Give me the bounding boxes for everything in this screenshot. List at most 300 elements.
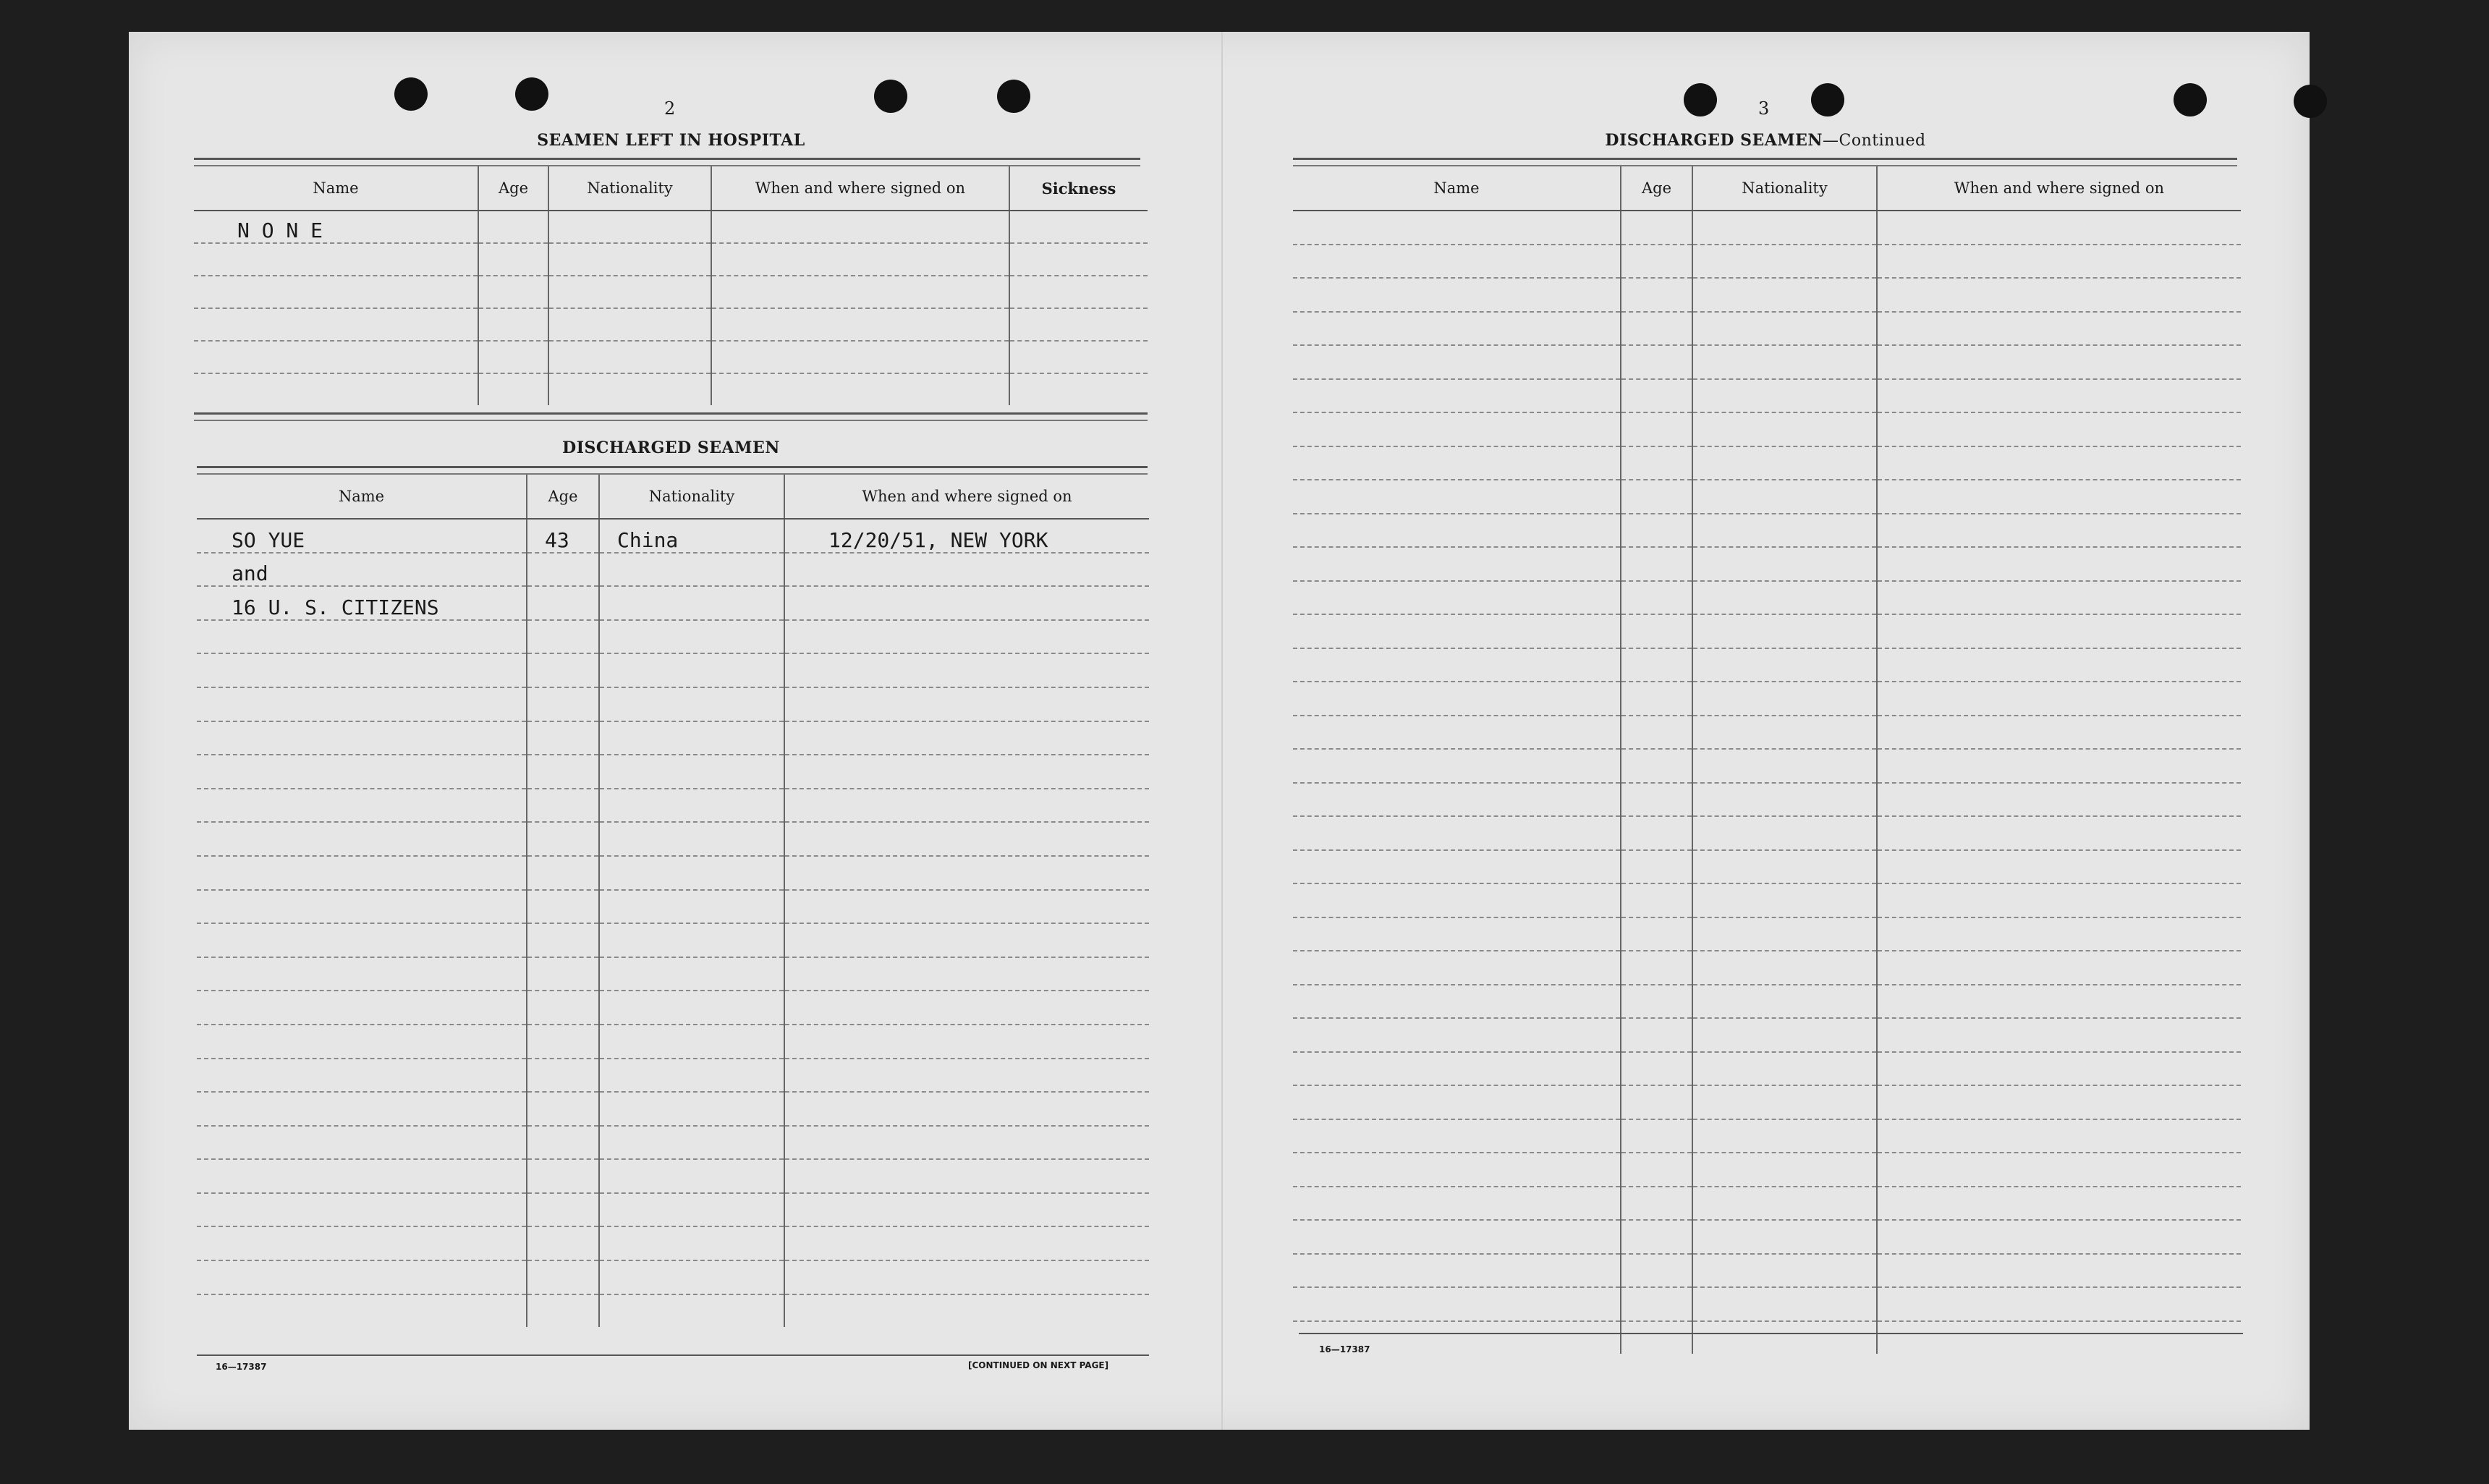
hospital-bottom-rule: [194, 412, 1148, 421]
table-cell: China: [599, 519, 784, 553]
table-row: [197, 1193, 1149, 1227]
table-cell: [1877, 1052, 2241, 1086]
table-row: [194, 276, 1148, 308]
table-cell: [1877, 412, 2241, 446]
table-cell: [1293, 1085, 1621, 1119]
table-cell: [1293, 345, 1621, 379]
table-cell: 43: [527, 519, 599, 553]
table-cell: [1621, 1220, 1692, 1254]
table-row: [1293, 749, 2241, 783]
table-cell: [1621, 379, 1692, 413]
table-cell: [1877, 614, 2241, 648]
table-cell: [599, 1226, 784, 1260]
table-row: [1293, 1254, 2241, 1288]
table-cell: [784, 1059, 1149, 1093]
table-cell: [1621, 985, 1692, 1019]
table-cell: [1692, 917, 1877, 951]
table-cell: [1621, 1287, 1692, 1321]
table-row: [1293, 379, 2241, 413]
table-cell: [1621, 446, 1692, 480]
table-cell: [1692, 1187, 1877, 1221]
table-cell: [527, 586, 599, 620]
table-cell: [1293, 581, 1621, 615]
table-cell: SO YUE: [197, 519, 527, 553]
table-cell: [1877, 951, 2241, 985]
table-cell: [1692, 1153, 1877, 1187]
table-cell: [711, 211, 1009, 243]
table-cell: [527, 991, 599, 1025]
table-cell: [1009, 243, 1148, 276]
table-row: [1293, 1220, 2241, 1254]
table-row: [1293, 951, 2241, 985]
table-cell: [527, 789, 599, 823]
table-cell: [599, 586, 784, 620]
table-cell: [1692, 1321, 1877, 1354]
table-cell: [548, 211, 711, 243]
table-cell: [1692, 716, 1877, 750]
table-cell: [1293, 648, 1621, 682]
table-row: [1293, 917, 2241, 951]
table-cell: [1877, 547, 2241, 581]
table-row: [197, 721, 1149, 755]
col-header-name: Name: [1293, 166, 1621, 211]
table-cell: [527, 822, 599, 856]
table-cell: [1692, 1018, 1877, 1052]
table-row: [1293, 312, 2241, 346]
table-cell: [527, 1059, 599, 1093]
table-cell: [784, 721, 1149, 755]
table-row: [1293, 514, 2241, 548]
table-cell: [527, 856, 599, 890]
punch-hole: [997, 80, 1030, 113]
table-cell: [1692, 412, 1877, 446]
table-cell: [197, 957, 527, 991]
table-cell: [1692, 783, 1877, 817]
table-cell: [599, 1260, 784, 1294]
hospital-header-row: [194, 166, 1148, 211]
table-row: [1293, 1153, 2241, 1187]
table-cell: [1621, 412, 1692, 446]
table-cell: [1293, 1018, 1621, 1052]
table-cell: [1621, 1153, 1692, 1187]
table-cell: [1621, 245, 1692, 279]
table-row: [1293, 1119, 2241, 1153]
table-cell: [527, 1294, 599, 1328]
table-cell: [1293, 1187, 1621, 1221]
table-cell: [1877, 278, 2241, 312]
table-cell: [1293, 312, 1621, 346]
table-cell: [599, 789, 784, 823]
table-cell: [711, 276, 1009, 308]
table-cell: [784, 586, 1149, 620]
table-cell: [1877, 648, 2241, 682]
table-cell: [1692, 547, 1877, 581]
table-row: [197, 822, 1149, 856]
table-cell: [478, 308, 548, 341]
table-cell: [527, 957, 599, 991]
table-cell: [784, 1025, 1149, 1059]
table-cell: [1877, 1321, 2241, 1354]
table-cell: [1877, 211, 2241, 245]
table-cell: [1293, 850, 1621, 884]
continued-title-text: DISCHARGED SEAMEN: [1605, 131, 1823, 150]
discharged-table: [197, 475, 1149, 1327]
continued-table: [1293, 166, 2241, 1354]
table-row: [1293, 1187, 2241, 1221]
table-row: [1293, 245, 2241, 279]
table-cell: [1621, 211, 1692, 245]
table-cell: [1621, 1119, 1692, 1153]
table-cell: [1877, 716, 2241, 750]
table-cell: [1293, 1153, 1621, 1187]
table-cell: [599, 687, 784, 721]
table-row: [1293, 211, 2241, 245]
table-cell: [599, 1092, 784, 1126]
table-cell: [527, 1260, 599, 1294]
table-cell: [1692, 985, 1877, 1019]
table-cell: [1692, 614, 1877, 648]
table-row: [197, 1025, 1149, 1059]
table-row: [197, 890, 1149, 924]
table-cell: [197, 1294, 527, 1328]
table-cell: [1877, 783, 2241, 817]
table-row: [194, 211, 1148, 243]
table-cell: [711, 373, 1009, 405]
table-cell: [1692, 1085, 1877, 1119]
table-cell: [1692, 1254, 1877, 1288]
table-row: [1293, 850, 2241, 884]
table-cell: [1621, 312, 1692, 346]
table-cell: [548, 276, 711, 308]
table-cell: [548, 373, 711, 405]
table-cell: [1293, 1052, 1621, 1086]
discharged-section-title: DISCHARGED SEAMEN: [562, 438, 780, 457]
table-cell: [1877, 379, 2241, 413]
table-cell: [527, 890, 599, 924]
table-cell: [1692, 480, 1877, 514]
table-cell: [197, 1025, 527, 1059]
table-cell: [599, 653, 784, 687]
table-row: [1293, 883, 2241, 917]
continued-top-rule: [1293, 158, 2237, 166]
form-code-left: 16—17387: [216, 1362, 267, 1372]
table-cell: [1293, 245, 1621, 279]
table-cell: [1692, 345, 1877, 379]
table-cell: [197, 923, 527, 957]
table-cell: [784, 822, 1149, 856]
table-cell: [1877, 682, 2241, 716]
continued-header-row: [1293, 166, 2241, 211]
table-cell: [784, 653, 1149, 687]
page-number-right: 3: [1758, 98, 1770, 119]
table-row: [1293, 985, 2241, 1019]
table-cell: [197, 1092, 527, 1126]
table-cell: [194, 308, 478, 341]
table-cell: [1621, 1085, 1692, 1119]
table-row: [1293, 682, 2241, 716]
table-cell: [784, 620, 1149, 654]
table-cell: [1692, 1119, 1877, 1153]
table-cell: [784, 687, 1149, 721]
punch-hole: [1684, 83, 1717, 116]
table-cell: [1621, 1052, 1692, 1086]
col-header-sickness: Sickness: [1009, 166, 1148, 211]
table-cell: [197, 687, 527, 721]
table-row: [197, 789, 1149, 823]
table-row: [1293, 345, 2241, 379]
table-cell: [197, 755, 527, 789]
form-code-right: 16—17387: [1319, 1344, 1370, 1354]
table-cell: [548, 243, 711, 276]
table-cell: [1877, 985, 2241, 1019]
continued-bottom-rule: [1299, 1333, 2243, 1334]
table-cell: [1009, 341, 1148, 373]
table-cell: [197, 1226, 527, 1260]
table-cell: [1621, 783, 1692, 817]
table-cell: [1621, 514, 1692, 548]
table-cell: [784, 923, 1149, 957]
table-row: [197, 856, 1149, 890]
table-row: [197, 586, 1149, 620]
continued-note: [CONTINUED ON NEXT PAGE]: [968, 1360, 1109, 1370]
table-cell: [1692, 211, 1877, 245]
table-cell: [1009, 308, 1148, 341]
table-cell: [1621, 278, 1692, 312]
col-header-age: Age: [478, 166, 548, 211]
table-cell: [1877, 1119, 2241, 1153]
table-cell: [1621, 850, 1692, 884]
table-row: [1293, 783, 2241, 817]
table-cell: [599, 1159, 784, 1193]
table-cell: [599, 553, 784, 587]
table-cell: [197, 856, 527, 890]
table-row: [197, 620, 1149, 654]
table-row: [1293, 278, 2241, 312]
table-row: [1293, 1321, 2241, 1354]
table-cell: [1877, 345, 2241, 379]
table-cell: [1692, 682, 1877, 716]
table-cell: [194, 341, 478, 373]
table-cell: [1621, 883, 1692, 917]
table-row: [1293, 581, 2241, 615]
table-cell: [784, 856, 1149, 890]
table-cell: [1877, 514, 2241, 548]
table-cell: [784, 890, 1149, 924]
table-row: [1293, 614, 2241, 648]
discharged-bottom-rule: [197, 1354, 1149, 1356]
table-cell: [1293, 951, 1621, 985]
table-cell: [1621, 345, 1692, 379]
table-row: [1293, 412, 2241, 446]
table-cell: [527, 1025, 599, 1059]
hospital-section-title: SEAMEN LEFT IN HOSPITAL: [537, 131, 805, 150]
table-cell: [784, 991, 1149, 1025]
table-cell: [197, 1260, 527, 1294]
table-cell: [1877, 1085, 2241, 1119]
table-cell: [1293, 480, 1621, 514]
punch-hole: [2174, 83, 2207, 116]
center-fold: [1221, 32, 1223, 1430]
table-cell: [711, 308, 1009, 341]
table-cell: 12/20/51, NEW YORK: [784, 519, 1149, 553]
table-cell: [548, 308, 711, 341]
table-cell: [1293, 749, 1621, 783]
hospital-table: [194, 166, 1148, 405]
table-cell: [1621, 716, 1692, 750]
table-cell: [1692, 883, 1877, 917]
table-row: [1293, 480, 2241, 514]
table-cell: [197, 890, 527, 924]
table-row: [197, 553, 1149, 587]
table-cell: [1877, 480, 2241, 514]
table-cell: [1293, 816, 1621, 850]
table-row: [1293, 1052, 2241, 1086]
table-cell: [527, 923, 599, 957]
table-cell: [1621, 1187, 1692, 1221]
table-cell: [1877, 883, 2241, 917]
table-cell: [599, 991, 784, 1025]
table-cell: [1692, 749, 1877, 783]
table-row: [197, 1092, 1149, 1126]
col-header-age: Age: [527, 475, 599, 519]
table-cell: [478, 373, 548, 405]
table-cell: [599, 822, 784, 856]
table-cell: N O N E: [194, 211, 478, 243]
continued-section-title: [1295, 131, 2236, 150]
table-cell: [527, 1092, 599, 1126]
table-cell: [1293, 278, 1621, 312]
table-cell: [784, 553, 1149, 587]
table-row: [1293, 1287, 2241, 1321]
table-cell: [197, 1059, 527, 1093]
table-cell: [784, 1260, 1149, 1294]
table-cell: [197, 991, 527, 1025]
table-cell: [1621, 1018, 1692, 1052]
table-cell: [1621, 951, 1692, 985]
table-cell: [1877, 1018, 2241, 1052]
col-header-signed-on: When and where signed on: [784, 475, 1149, 519]
col-header-name: Name: [197, 475, 527, 519]
table-cell: [1877, 312, 2241, 346]
table-cell: [527, 1226, 599, 1260]
table-cell: [197, 721, 527, 755]
table-cell: [784, 1294, 1149, 1328]
table-cell: [1692, 312, 1877, 346]
table-cell: [1692, 648, 1877, 682]
punch-hole: [2294, 85, 2327, 118]
table-cell: and: [197, 553, 527, 587]
table-cell: [599, 620, 784, 654]
col-header-nationality: Nationality: [599, 475, 784, 519]
table-row: [194, 308, 1148, 341]
col-header-nationality: Nationality: [548, 166, 711, 211]
table-cell: [1877, 850, 2241, 884]
table-cell: [527, 620, 599, 654]
col-header-signed-on: When and where signed on: [1877, 166, 2241, 211]
table-cell: [1692, 816, 1877, 850]
table-cell: [599, 1025, 784, 1059]
col-header-signed-on: When and where signed on: [711, 166, 1009, 211]
table-cell: [194, 373, 478, 405]
table-row: [197, 519, 1149, 553]
table-cell: [784, 1092, 1149, 1126]
table-row: [1293, 1018, 2241, 1052]
table-cell: [1692, 278, 1877, 312]
table-cell: [1621, 1254, 1692, 1288]
table-cell: [197, 1126, 527, 1160]
table-cell: [1621, 749, 1692, 783]
discharged-header-row: [197, 475, 1149, 519]
table-row: [194, 341, 1148, 373]
table-row: [194, 373, 1148, 405]
table-cell: [197, 822, 527, 856]
table-cell: [527, 1159, 599, 1193]
table-cell: [784, 957, 1149, 991]
table-cell: [197, 653, 527, 687]
page-number-left: 2: [664, 98, 676, 119]
table-cell: [1293, 985, 1621, 1019]
table-cell: [1877, 1153, 2241, 1187]
discharged-top-rule: [197, 466, 1148, 475]
table-cell: [478, 211, 548, 243]
table-cell: [527, 653, 599, 687]
table-cell: [1877, 1254, 2241, 1288]
table-cell: [784, 789, 1149, 823]
table-cell: [1692, 1052, 1877, 1086]
table-row: [1293, 716, 2241, 750]
table-cell: [194, 243, 478, 276]
table-cell: [1692, 581, 1877, 615]
table-cell: [1877, 749, 2241, 783]
col-header-age: Age: [1621, 166, 1692, 211]
table-row: [197, 1294, 1149, 1328]
table-row: [197, 653, 1149, 687]
table-cell: [1692, 379, 1877, 413]
table-row: [197, 1226, 1149, 1260]
table-row: [197, 1159, 1149, 1193]
table-cell: [197, 1193, 527, 1227]
table-cell: [1293, 716, 1621, 750]
table-cell: [1293, 883, 1621, 917]
table-cell: [599, 1126, 784, 1160]
table-cell: [599, 923, 784, 957]
table-cell: [1293, 1287, 1621, 1321]
table-cell: [1877, 446, 2241, 480]
table-cell: [599, 1193, 784, 1227]
table-row: [197, 687, 1149, 721]
table-cell: [599, 957, 784, 991]
table-cell: [784, 755, 1149, 789]
punch-hole: [1811, 83, 1844, 116]
table-cell: [1293, 1119, 1621, 1153]
table-cell: [197, 789, 527, 823]
table-cell: [478, 243, 548, 276]
table-row: [197, 991, 1149, 1025]
table-cell: [1877, 1187, 2241, 1221]
table-row: [1293, 547, 2241, 581]
table-cell: [1009, 373, 1148, 405]
table-cell: [599, 755, 784, 789]
table-cell: [1293, 446, 1621, 480]
table-cell: [1692, 245, 1877, 279]
table-cell: [599, 1294, 784, 1328]
table-cell: [1877, 816, 2241, 850]
table-cell: [1692, 514, 1877, 548]
table-cell: [1293, 682, 1621, 716]
table-cell: [1621, 816, 1692, 850]
col-header-nationality: Nationality: [1692, 166, 1877, 211]
table-cell: [1009, 276, 1148, 308]
